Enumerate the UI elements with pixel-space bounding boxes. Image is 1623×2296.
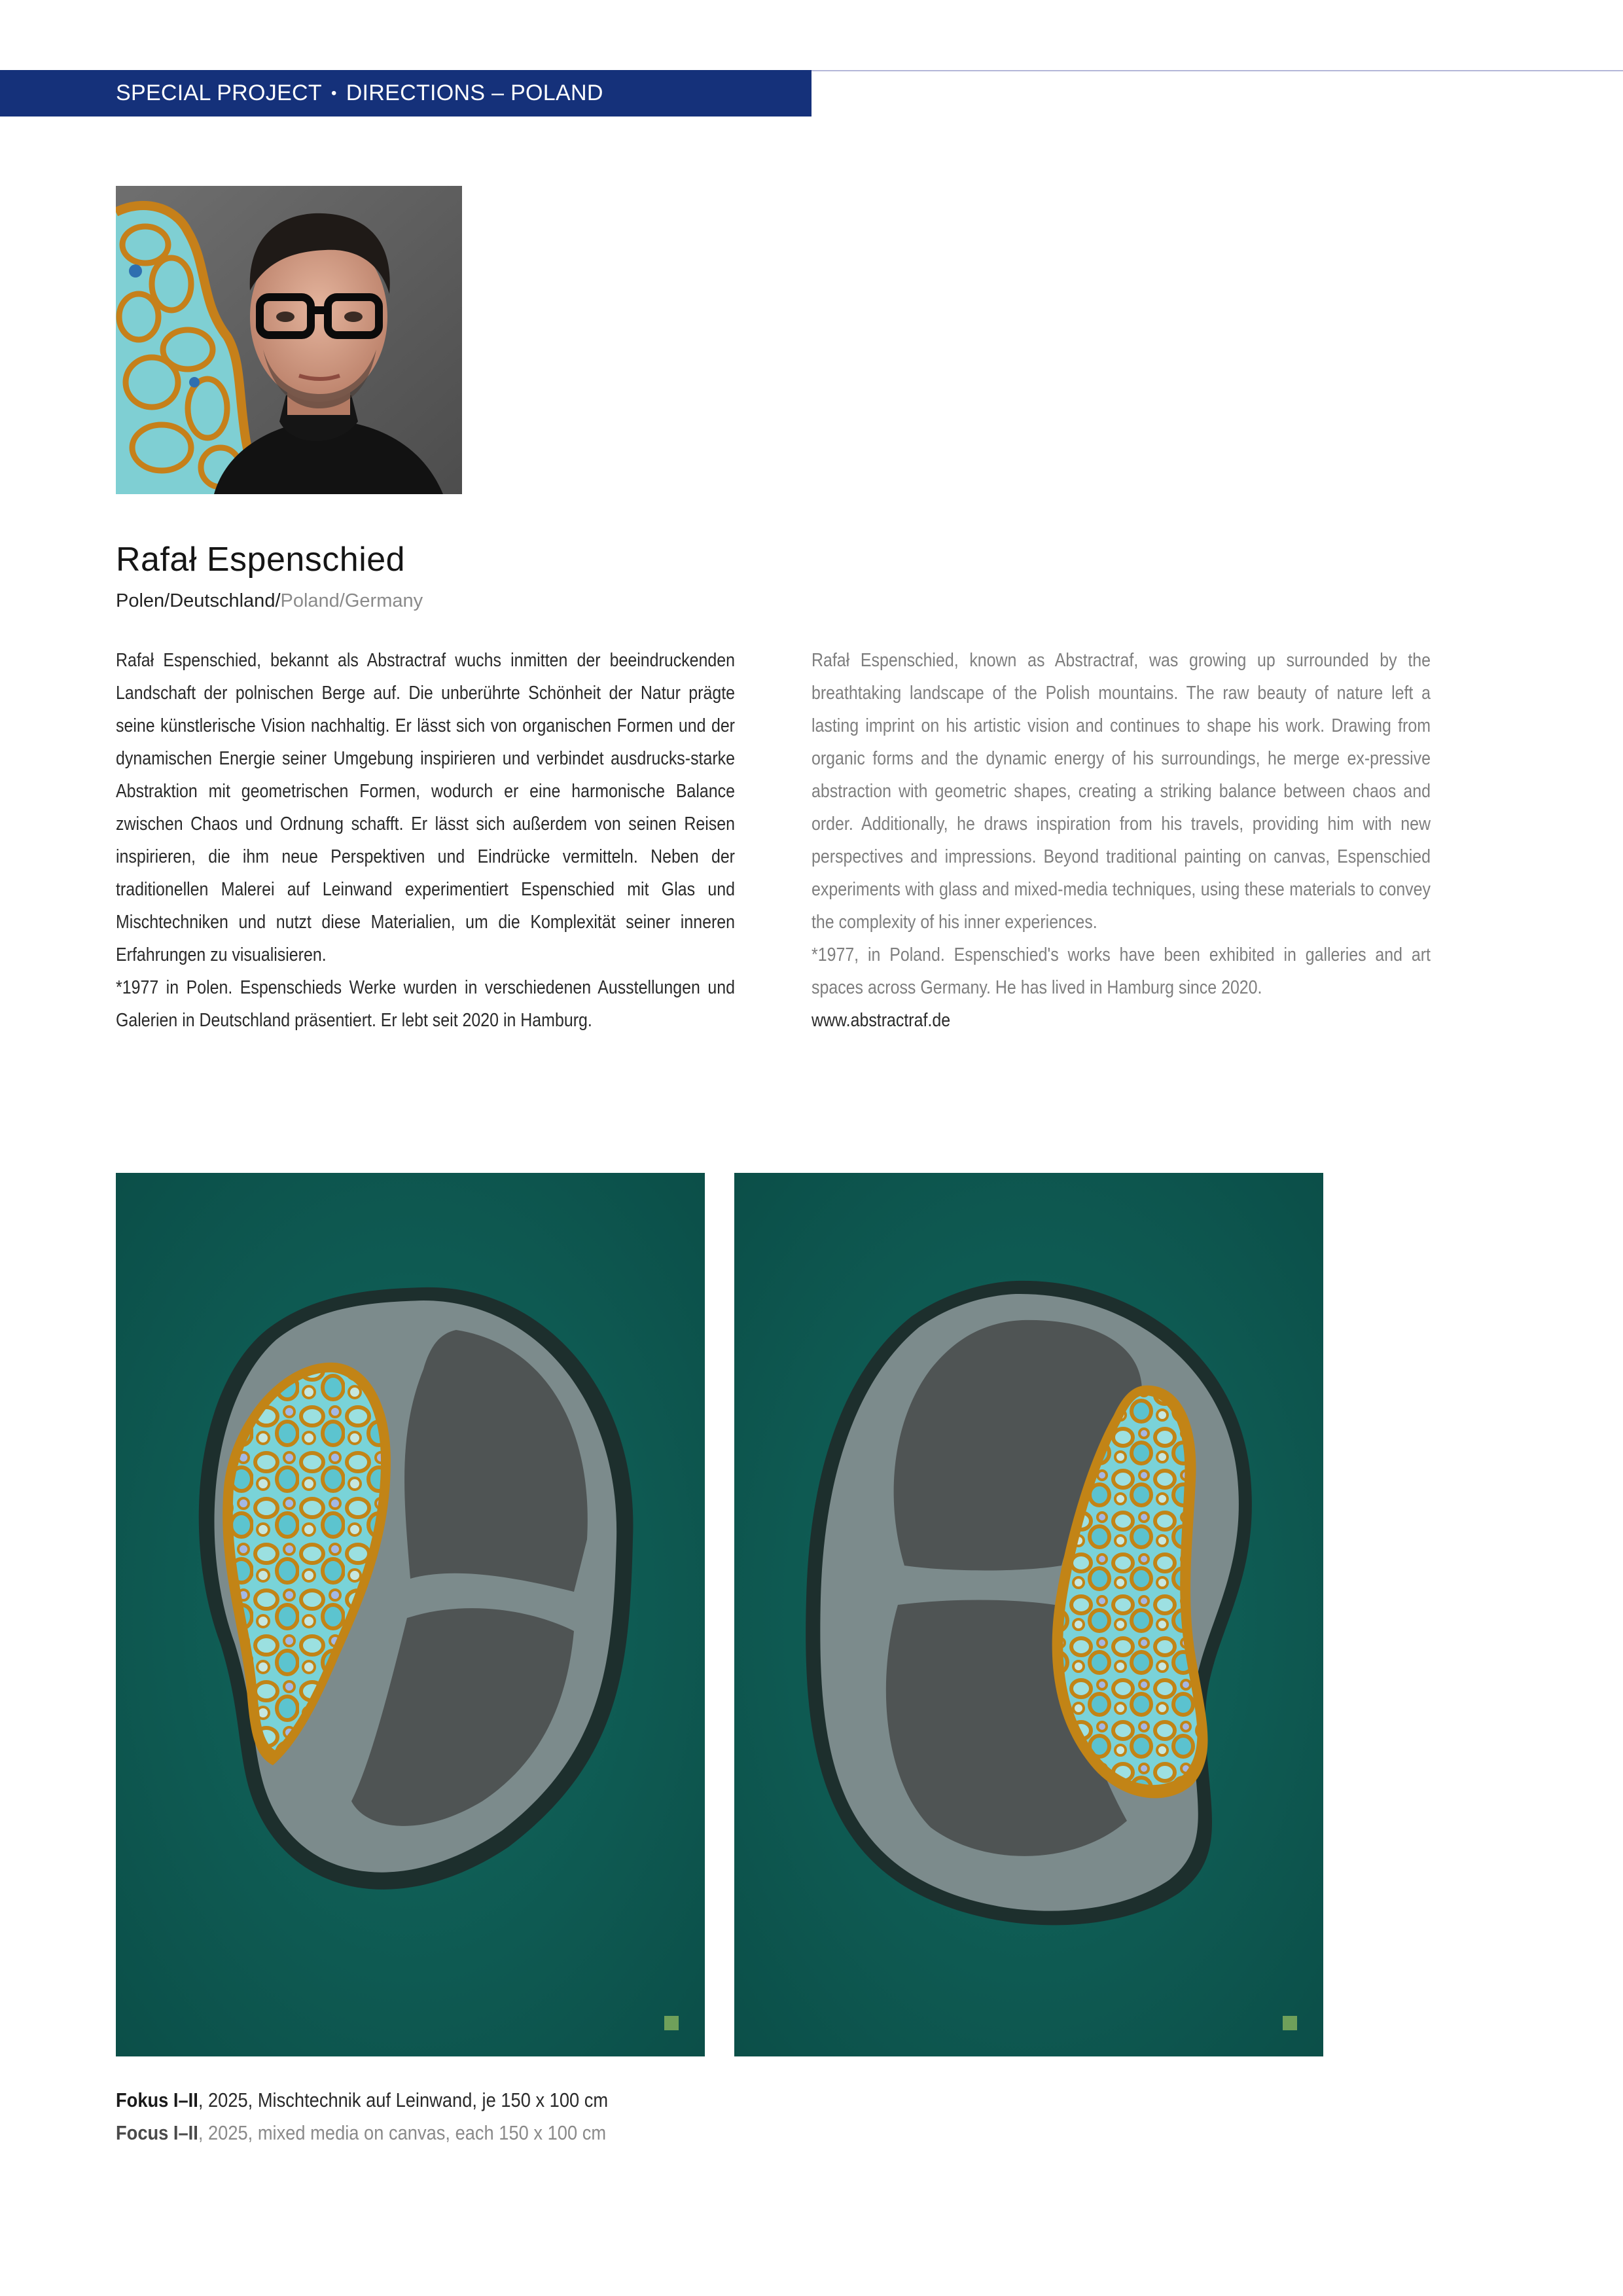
- section-title: DIRECTIONS – POLAND: [346, 81, 603, 105]
- biography-german: [116, 644, 735, 1037]
- bio-english-facts: *1977, in Poland. Espenschied's works have been exhibited in galleries and art spaces across Germany. He has lived in Hamburg since 2020.: [812, 944, 1431, 998]
- origin-german: Polen/Deutschland/: [116, 590, 281, 611]
- bio-german-paragraph: Rafał Espenschied, bekannt als Abstractraf wuchs inmitten der beeindruckenden Landschaft der polnischen Berge auf. Die unberührte Schönheit der Natur prägte seine künstlerische Vision nachhaltig. Er lässt sich von organischen Formen und der dynamischen Energie seiner Umgebung inspirieren und verbindet ausdrucks-starke Abstraktion mit geometrischen Formen, wodurch er eine harmonische Balance zwischen Chaos und Ordnung schafft. Er lässt sich außerdem von seinen Reisen inspirieren, die ihm neue Perspektiven und Eindrücke vermitteln. Neben der traditionellen Malerei auf Leinwand experimentiert Espenschied mit Glas und Mischtechniken und nutzt diese Materialien, um die Komplexität seiner inneren Erfahrungen zu visualisieren.: [116, 650, 735, 965]
- caption-details-german: , 2025, Mischtechnik auf Leinwand, je 150 x 100 cm: [198, 2089, 609, 2111]
- artist-portrait: [116, 186, 462, 494]
- caption-english: [116, 2117, 608, 2149]
- biography-english: [812, 644, 1431, 1037]
- caption-title-german: Fokus I–II: [116, 2089, 198, 2111]
- artist-name: Rafał Espenschied: [116, 541, 406, 579]
- section-header: [116, 70, 603, 117]
- website-link[interactable]: www.abstractraf.de: [812, 1010, 951, 1031]
- bio-english-paragraph: Rafał Espenschied, known as Abstractraf, was growing up surrounded by the breathtaking landscape of the Polish mountains. The raw beauty of nature left a lasting imprint on his artistic vision and continues to shape his work. Drawing from organic forms and the dynamic energy of his surroundings, he merge ex-pressive abstraction with geometric shapes, creating a striking balance between chaos and order. Additionally, he draws inspiration from his travels, providing him with new perspectives and impressions. Beyond traditional painting on canvas, Espenschied experiments with glass and mixed-media techniques, using these materials to convey the complexity of his inner experiences.: [812, 650, 1431, 933]
- origin-english: Poland/Germany: [280, 590, 423, 611]
- caption-title-english: Focus I–II: [116, 2121, 198, 2144]
- caption-details-english: , 2025, mixed media on canvas, each 150 x 100 cm: [198, 2121, 607, 2144]
- painting-fokus-ii: [734, 1173, 1323, 2056]
- artwork-caption: [116, 2084, 608, 2149]
- bio-german-facts: *1977 in Polen. Espenschieds Werke wurden in verschiedenen Ausstellungen und Galerien in Deutschland präsentiert. Er lebt seit 2020 in Hamburg.: [116, 977, 735, 1031]
- painting-fokus-i: [116, 1173, 705, 2056]
- artist-origin: [116, 590, 423, 612]
- section-label: SPECIAL PROJECT: [116, 81, 322, 105]
- caption-german: [116, 2084, 608, 2117]
- header-rule: [812, 70, 1623, 71]
- header-separator: •: [330, 84, 337, 102]
